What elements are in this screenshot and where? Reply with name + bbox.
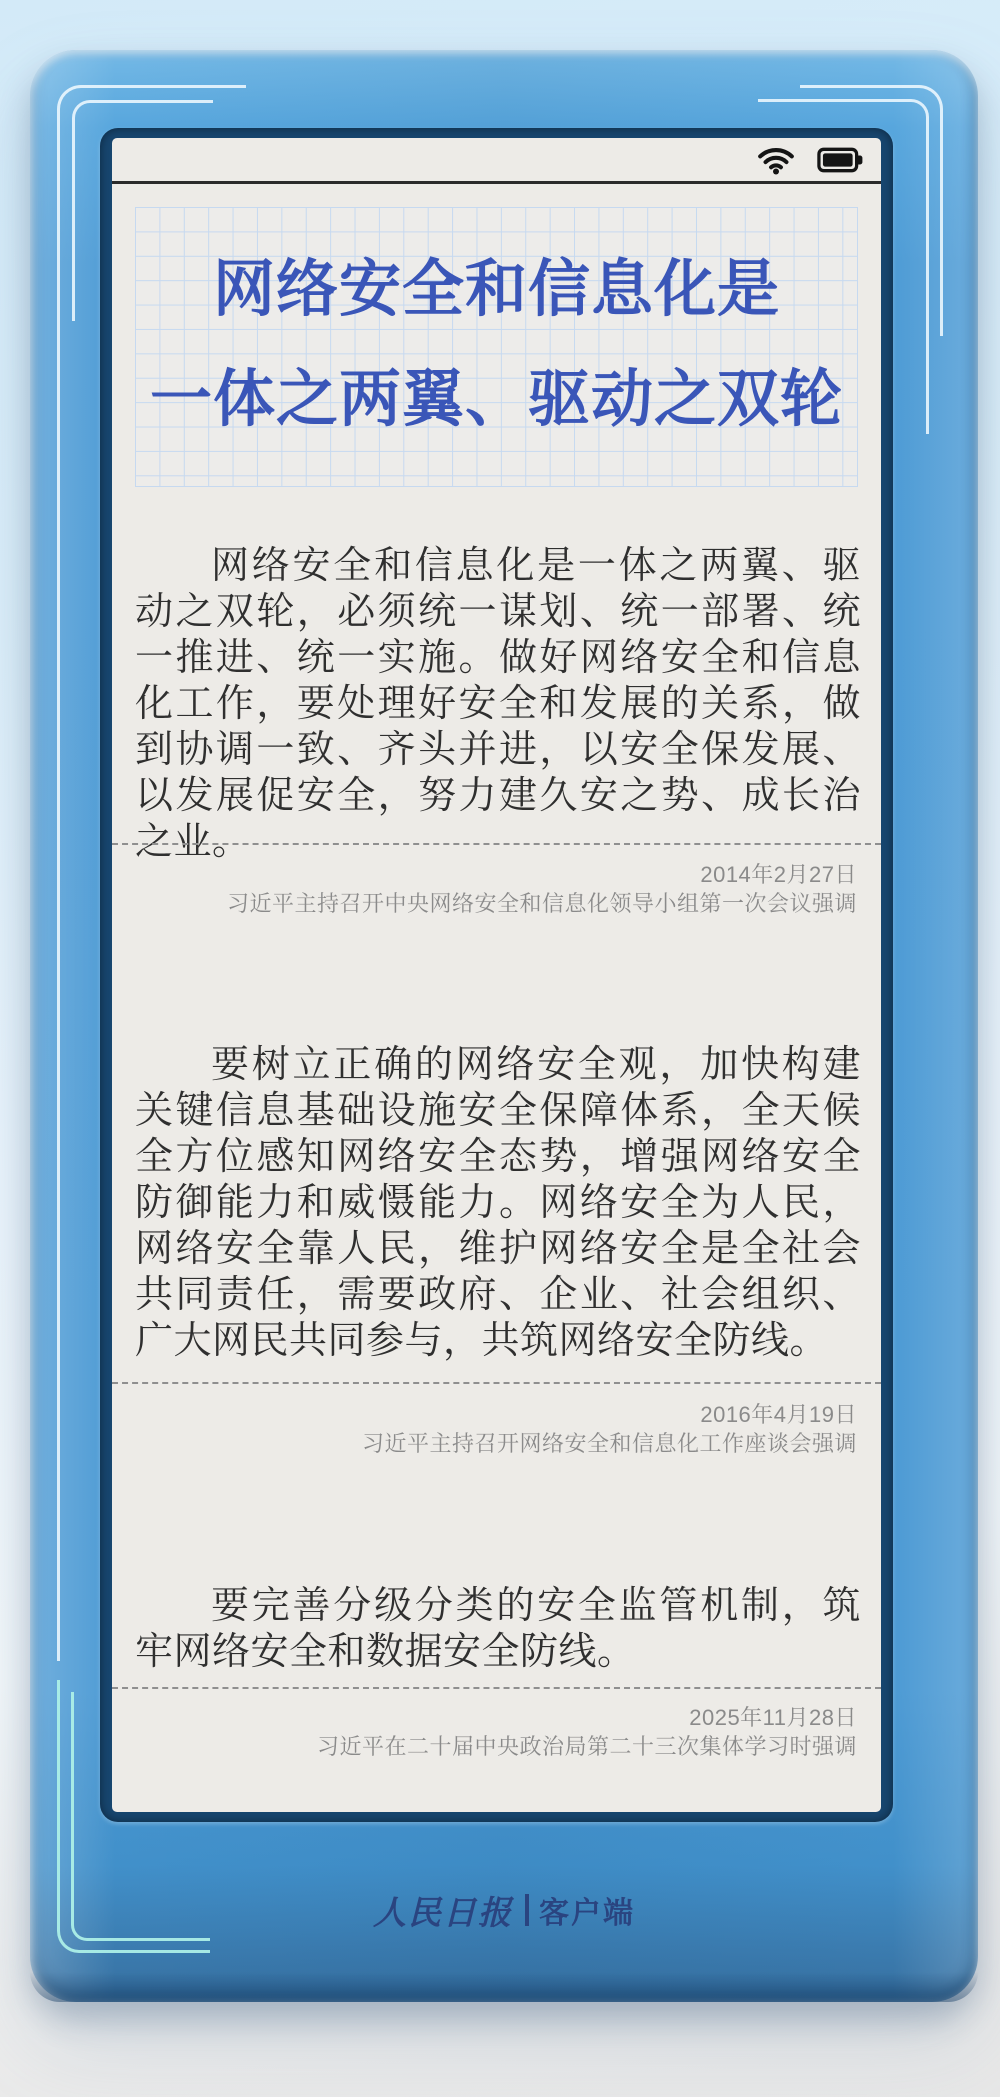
battery-full-icon	[817, 147, 863, 173]
logo-divider-bar	[525, 1894, 529, 1926]
headline-line-2: 一体之两翼、驱动之双轮	[149, 365, 843, 434]
citation-3-date: 2025年11月28日	[689, 1705, 857, 1730]
quote-paragraph-2: 要树立正确的网络安全观，加快构建关键信息基础设施安全保障体系，全天候全方位感知网络安全态势，增强网络安全防御能力和威慑能力。网络安全为人民，网络安全靠人民，维护网络安全是全社会共同责任，需要政府、企业、社会组织、广大网民共同参与，共筑网络安全防线。	[135, 1042, 861, 1362]
citation-2-source: 习近平主持召开网络安全和信息化工作座谈会强调	[361, 1431, 857, 1456]
device-screen	[112, 138, 881, 1812]
citation-3	[135, 1703, 857, 1761]
people-daily-logo	[30, 1888, 978, 1932]
people-daily-wordmark: 人民日报	[373, 1892, 513, 1932]
citation-2	[135, 1400, 857, 1458]
citation-3-source: 习近平在二十届中央政治局第二十三次集体学习时强调	[316, 1734, 857, 1759]
quote-paragraph-3: 要完善分级分类的安全监管机制，筑牢网络安全和数据安全防线。	[135, 1583, 861, 1673]
wifi-icon	[757, 145, 795, 175]
headline-banner	[135, 207, 858, 487]
status-bar	[112, 138, 881, 184]
dashed-divider-2	[112, 1382, 881, 1384]
headline-line-1: 网络安全和信息化是	[212, 255, 780, 324]
citation-2-date: 2016年4月19日	[700, 1402, 857, 1427]
dashed-divider-3	[112, 1687, 881, 1689]
dashed-divider-1	[112, 843, 881, 845]
tablet-device	[30, 50, 978, 2002]
citation-1	[135, 860, 857, 918]
client-app-label: 客户端	[539, 1897, 635, 1930]
citation-1-source: 习近平主持召开中央网络安全和信息化领导小组第一次会议强调	[226, 891, 857, 916]
screen-bezel	[100, 128, 893, 1822]
quote-paragraph-1: 网络安全和信息化是一体之两翼、驱动之双轮，必须统一谋划、统一部署、统一推进、统一实施。做好网络安全和信息化工作，要处理好安全和发展的关系，做到协调一致、齐头并进，以安全保发展、以发展促安全，努力建久安之势、成长治之业。	[135, 543, 861, 863]
citation-1-date: 2014年2月27日	[700, 862, 857, 887]
